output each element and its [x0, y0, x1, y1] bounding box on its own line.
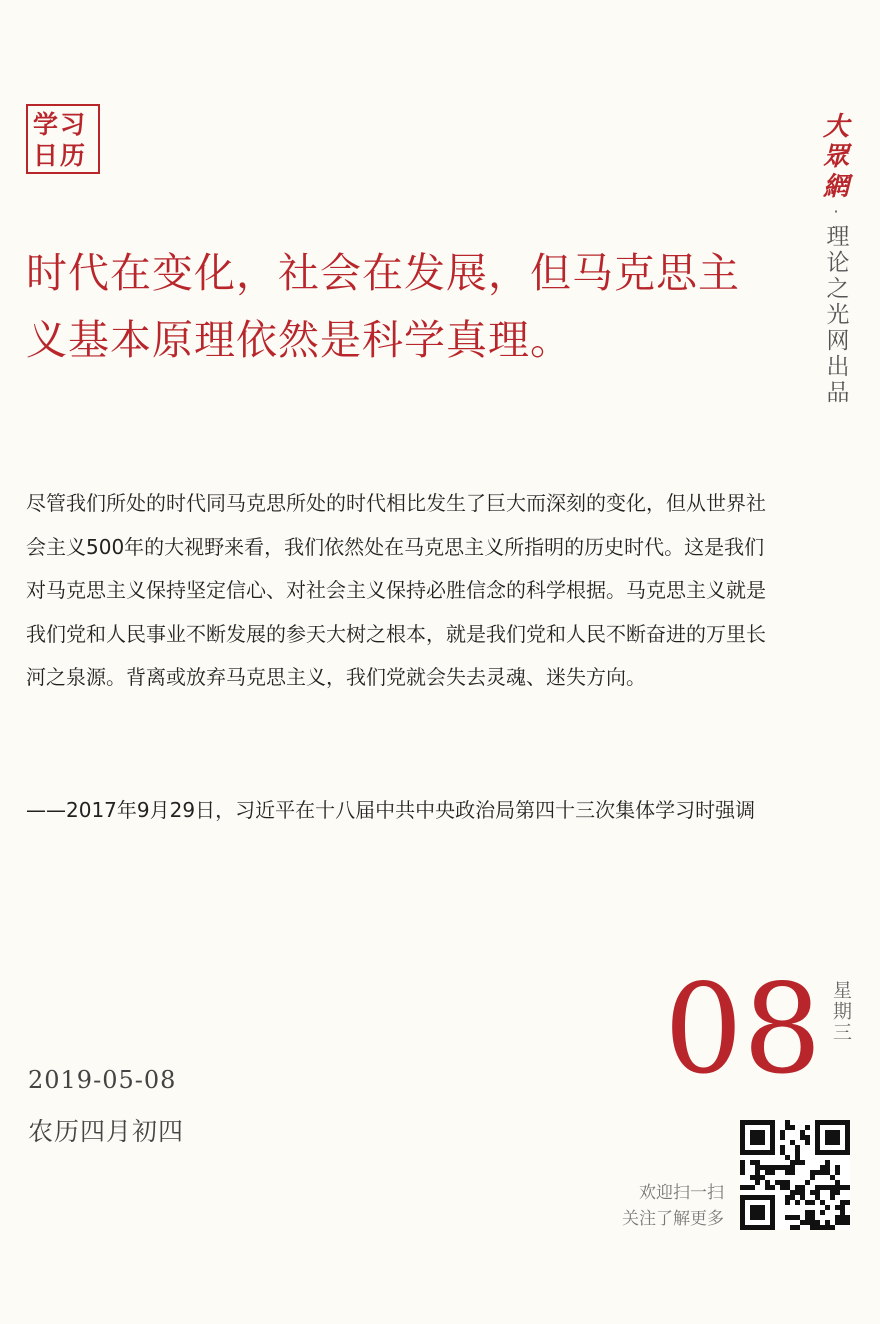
lunar-date: 农历四月初四 — [28, 1117, 185, 1146]
body-quote: 尽管我们所处的时代同马克思所处的时代相比发生了巨大而深刻的变化，但从世界社会主义500年的大视野来看，我们依然处在马克思主义所指明的历史时代。这是我们对马克思主义保持坚定信心、对社会主义保持必胜信念的科学根据。马克思主义就是我们党和人民事业不断发展的参天大树之根本，就是我们党和人民不断奋进的万里长河之泉源。背离或放弃马克思主义，我们党就会失去灵魂、迷失方向。 — [26, 491, 766, 689]
weekday-label: 星期三 — [830, 980, 852, 1043]
learning-calendar-badge — [26, 104, 100, 174]
day-number: 08 — [664, 958, 822, 1102]
dazhong-logo — [818, 112, 854, 202]
badge-line-1: 学习 — [33, 110, 88, 139]
qr-prompt-line-2: 关注了解更多 — [622, 1209, 724, 1229]
headline-quote: 时代在变化，社会在发展，但马克思主义基本原理依然是科学真理。 — [26, 249, 740, 364]
qr-code-icon — [740, 1120, 850, 1230]
logo-char-3: 網 — [822, 172, 849, 202]
qr-prompt-line-1: 欢迎扫一扫 — [639, 1183, 724, 1203]
logo-char-1: 大 — [822, 112, 849, 142]
brand-tagline: 理论之光网出品 — [822, 224, 849, 406]
badge-line-2: 日历 — [33, 141, 88, 170]
qr-prompt — [600, 1180, 724, 1232]
brand-separator: · — [833, 202, 839, 221]
brand-block — [818, 112, 854, 406]
logo-char-2: 眾 — [822, 142, 849, 172]
gregorian-date: 2019-05-08 — [28, 1066, 177, 1094]
quote-source: ——2017年9月29日，习近平在十八届中共中央政治局第四十三次集体学习时强调 — [26, 798, 756, 822]
